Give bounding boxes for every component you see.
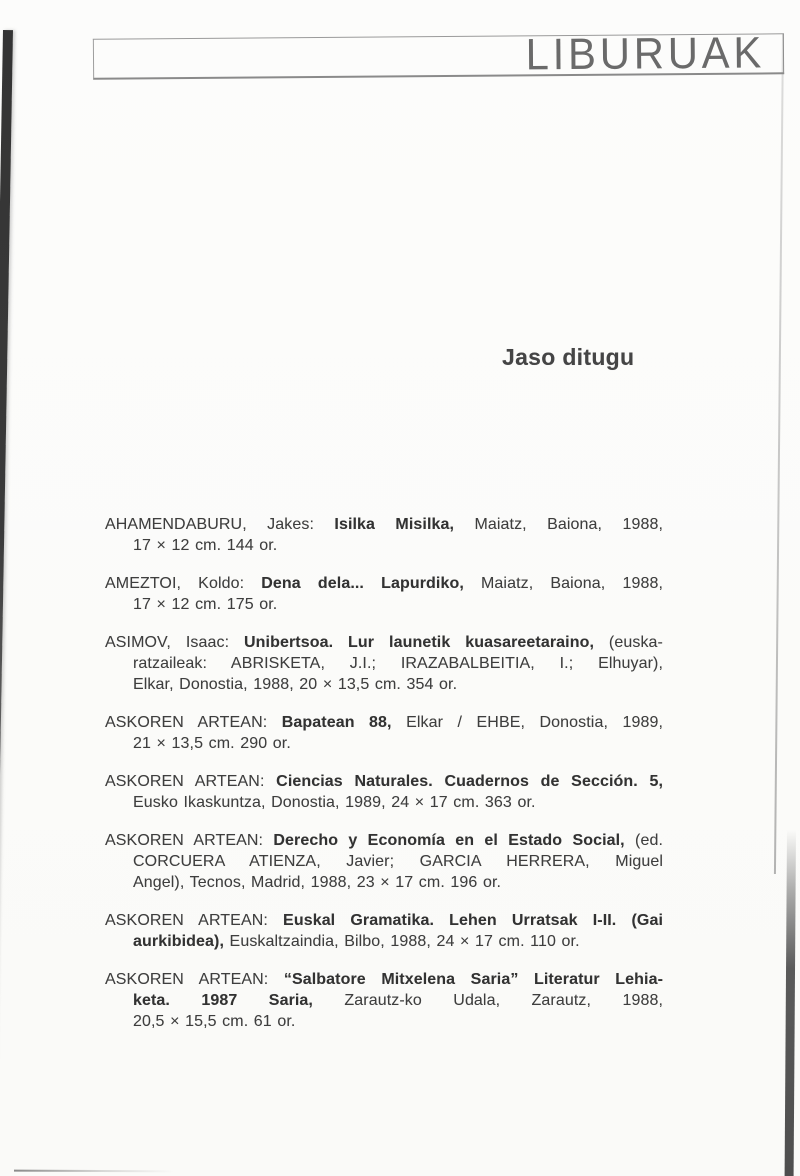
entry-text-run: ASKOREN ARTEAN: — [105, 773, 277, 790]
entry-text-run: ASKOREN ARTEAN: — [105, 714, 282, 731]
header-box — [93, 28, 784, 80]
entry-line — [105, 771, 663, 792]
bibliography-entry — [105, 632, 663, 695]
book-spine-shadow — [0, 30, 13, 1145]
entry-title-run: Dena dela... Lapurdiko, — [261, 575, 464, 592]
entry-line — [105, 792, 663, 813]
entry-title-run: Ciencias Naturales. Cuadernos de Sección. 5, — [276, 773, 664, 790]
entry-text-run: ASIMOV, Isaac: — [105, 634, 245, 651]
bibliography-list — [105, 514, 663, 1049]
entry-text-run: AMEZTOI, Koldo: — [105, 575, 262, 592]
entry-text-run: 20,5 × 15,5 cm. 61 or. — [133, 1013, 296, 1030]
entry-text-run: ASKOREN ARTEAN: — [105, 912, 284, 929]
entry-line — [105, 674, 663, 695]
entry-line — [105, 573, 663, 594]
entry-text-run: Eusko Ikaskuntza, Donostia, 1989, 24 × 17 cm. 363 or. — [133, 794, 536, 811]
bibliography-entry — [105, 771, 663, 813]
entry-text-run: ASKOREN ARTEAN: — [105, 971, 284, 988]
entry-line — [105, 594, 663, 615]
entry-text-run: 17 × 12 cm. 144 or. — [133, 537, 278, 554]
entry-text-run: Elkar / EHBE, Donostia, 1989, — [391, 714, 664, 731]
entry-title-run: keta. 1987 Saria, — [133, 992, 313, 1009]
entry-line — [105, 653, 663, 674]
entry-line — [105, 931, 663, 952]
entry-text-run: Angel), Tecnos, Madrid, 1988, 23 × 17 cm. 196 or. — [133, 874, 502, 891]
entry-text-run: CORCUERA ATIENZA, Javier; GARCIA HERRERA, Miguel — [133, 853, 663, 870]
entry-line — [105, 830, 663, 851]
entry-title-run: Euskal Gramatika. Lehen Urratsak I-II. (Gai — [283, 912, 663, 929]
page-right-edge-line — [774, 34, 784, 874]
bibliography-entry — [105, 514, 663, 556]
entry-line — [105, 514, 663, 535]
bibliography-entry — [105, 712, 663, 754]
entry-title-run: Derecho y Economía en el Estado Social, — [273, 832, 625, 849]
entry-line — [105, 632, 663, 653]
entry-line — [105, 535, 663, 556]
entry-title-run: Bapatean 88, — [281, 714, 392, 731]
bibliography-entry — [105, 910, 663, 952]
entry-text-run: Zarautz-ko Udala, Zarautz, 1988, — [312, 992, 663, 1009]
entry-line — [105, 872, 663, 893]
entry-title-run: “Salbatore Mitxelena Saria” Literatur Lehia- — [283, 971, 664, 988]
entry-text-run: Elkar, Donostia, 1988, 20 × 13,5 cm. 354 or. — [133, 676, 458, 693]
entry-line — [105, 712, 663, 733]
bibliography-entry — [105, 573, 663, 615]
entry-text-run: Maiatz, Baiona, 1988, — [463, 575, 664, 592]
header-title: LIBURUAK — [525, 28, 766, 80]
entry-text-run: Maiatz, Baiona, 1988, — [454, 516, 664, 533]
entry-text-run: (euska- — [594, 634, 663, 651]
page-bottom-edge-line — [14, 1170, 174, 1173]
entry-line — [105, 1011, 663, 1032]
entry-line — [105, 969, 663, 990]
entry-title-run: aurkibidea), — [133, 933, 225, 950]
entry-text-run: 21 × 13,5 cm. 290 or. — [133, 735, 291, 752]
entry-line — [105, 910, 663, 931]
entry-title-run: Unibertsoa. Lur launetik kuasareetaraino, — [244, 634, 595, 651]
entry-text-run: (ed. — [624, 832, 663, 849]
page-right-edge-shadow — [785, 830, 796, 1176]
bibliography-entry — [105, 969, 663, 1032]
entry-text-run: Euskaltzaindia, Bilbo, 1988, 24 × 17 cm. 110 or. — [224, 933, 580, 950]
bibliography-entry — [105, 830, 663, 893]
entry-text-run: ASKOREN ARTEAN: — [105, 832, 274, 849]
entry-line — [105, 733, 663, 754]
entry-title-run: Isilka Misilka, — [334, 516, 455, 533]
entry-line — [105, 990, 663, 1011]
entry-text-run: 17 × 12 cm. 175 or. — [133, 596, 278, 613]
entry-text-run: ratzaileak: ABRISKETA, J.I.; IRAZABALBEITIA, I.; Elhuyar), — [133, 655, 663, 672]
section-title: Jaso ditugu — [502, 344, 635, 370]
entry-line — [105, 851, 663, 872]
entry-text-run: AHAMENDABURU, Jakes: — [105, 516, 335, 533]
